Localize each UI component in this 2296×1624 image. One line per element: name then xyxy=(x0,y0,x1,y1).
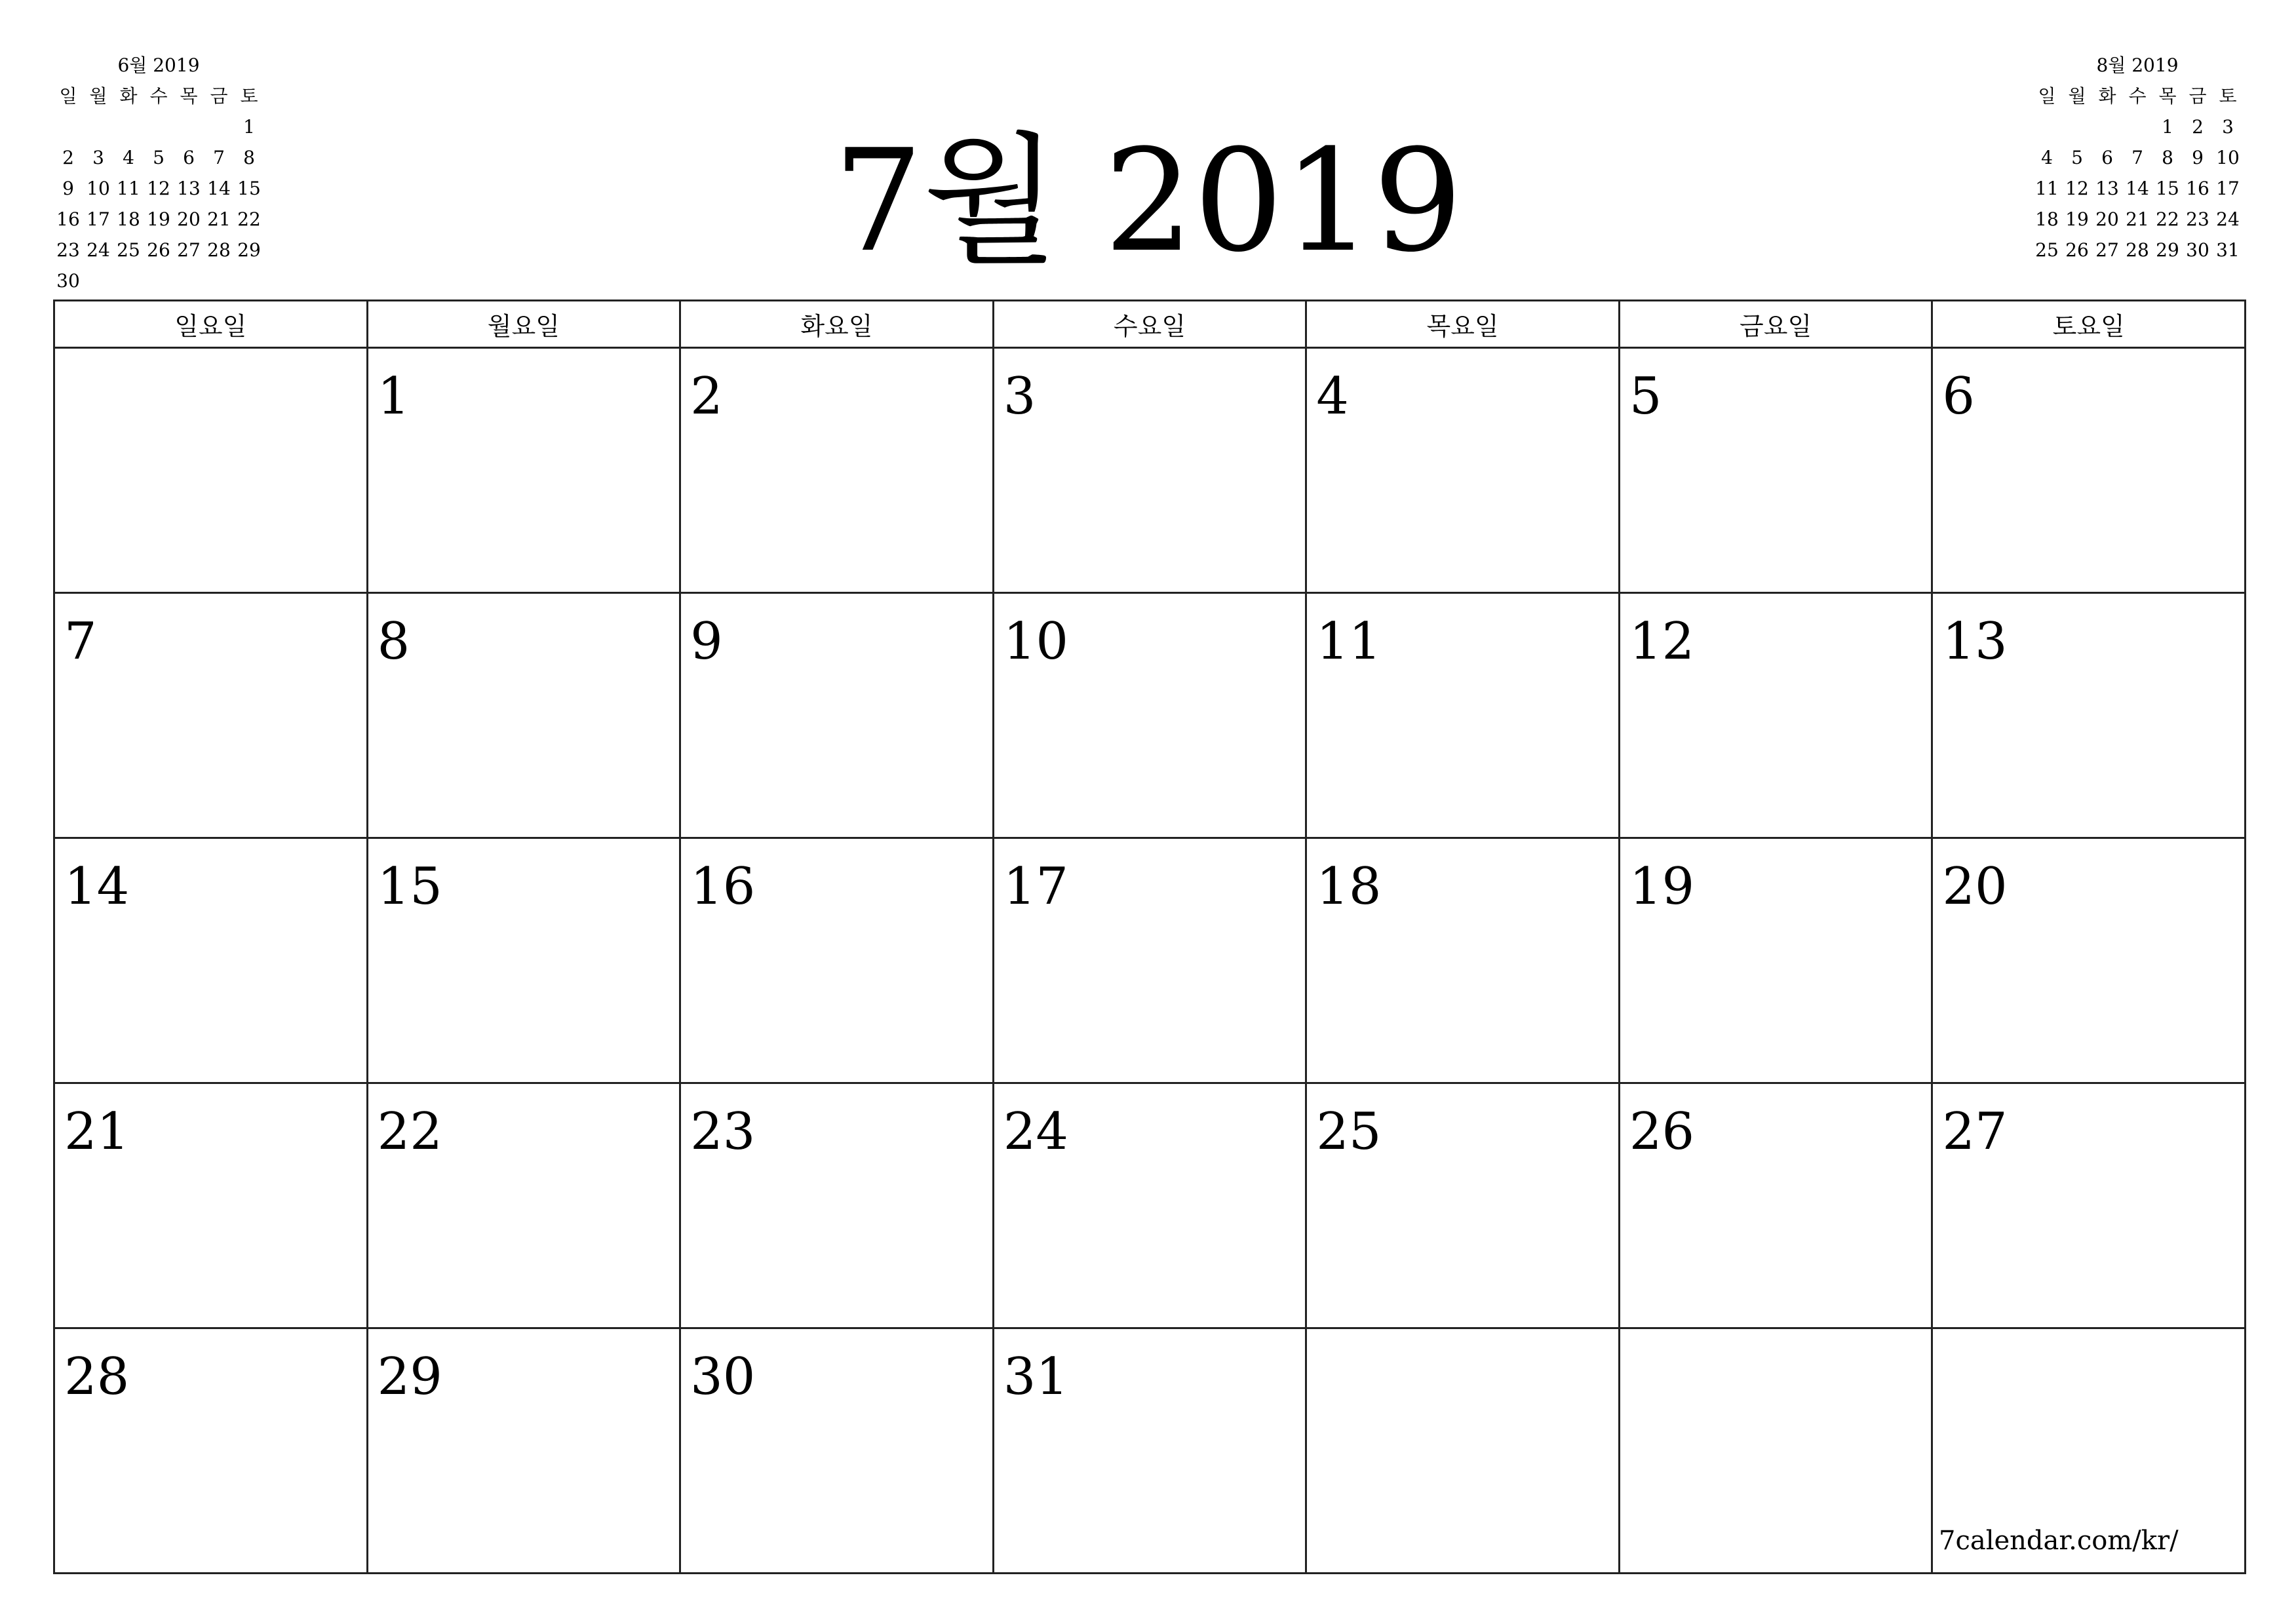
day-number: 30 xyxy=(690,1347,756,1406)
day-cell xyxy=(367,348,680,593)
mini-day: 26 xyxy=(2065,239,2089,261)
weekday-header: 월요일 xyxy=(367,301,680,348)
day-cell xyxy=(367,593,680,838)
mini-weekday: 일 xyxy=(2038,85,2056,107)
mini-day: 23 xyxy=(2186,208,2209,230)
mini-day: 23 xyxy=(56,239,80,261)
mini-weekday: 일 xyxy=(59,85,77,107)
day-number: 8 xyxy=(377,612,410,671)
day-cell xyxy=(54,348,368,593)
day-number: 18 xyxy=(1316,857,1382,916)
day-number: 15 xyxy=(377,857,442,916)
mini-day: 9 xyxy=(62,178,74,199)
mini-day xyxy=(2092,111,2122,142)
day-cell xyxy=(54,1083,368,1328)
day-cell xyxy=(680,593,994,838)
mini-day: 2 xyxy=(62,147,74,168)
day-number: 2 xyxy=(690,367,723,426)
next-month-grid xyxy=(2032,81,2243,265)
weekday-header: 금요일 xyxy=(1619,301,1932,348)
mini-day: 8 xyxy=(243,147,255,168)
mini-day: 28 xyxy=(207,239,231,261)
mini-weekday: 수 xyxy=(149,85,168,107)
mini-day: 5 xyxy=(153,147,165,168)
day-cell xyxy=(1306,838,1620,1083)
day-cell xyxy=(1932,593,2246,838)
day-number xyxy=(1933,1329,2244,1347)
mini-day: 11 xyxy=(117,178,140,199)
mini-day: 20 xyxy=(2095,208,2119,230)
next-month-mini-calendar xyxy=(2032,50,2243,265)
mini-weekday: 목 xyxy=(180,85,198,107)
mini-day: 27 xyxy=(2095,239,2119,261)
day-number xyxy=(1307,1329,1618,1347)
mini-day xyxy=(2032,111,2062,142)
mini-day: 10 xyxy=(2216,147,2240,168)
mini-day: 1 xyxy=(243,116,255,138)
mini-day: 3 xyxy=(2222,116,2234,138)
day-number: 27 xyxy=(1942,1102,2008,1161)
mini-day: 24 xyxy=(2216,208,2240,230)
day-number: 20 xyxy=(1942,857,2008,916)
mini-day: 10 xyxy=(87,178,110,199)
mini-day: 28 xyxy=(2126,239,2149,261)
mini-day: 7 xyxy=(213,147,225,168)
mini-day: 30 xyxy=(56,270,80,292)
weekday-header: 수요일 xyxy=(993,301,1306,348)
day-cell xyxy=(1619,1083,1932,1328)
day-cell xyxy=(993,1083,1306,1328)
mini-day: 17 xyxy=(2216,178,2240,199)
mini-day: 13 xyxy=(2095,178,2119,199)
day-cell xyxy=(1619,838,1932,1083)
mini-day: 22 xyxy=(237,208,261,230)
mini-day: 6 xyxy=(183,147,195,168)
mini-weekday: 월 xyxy=(89,85,107,107)
week-row xyxy=(54,1083,2246,1328)
next-month-title: 8월 2019 xyxy=(2096,54,2179,76)
mini-day: 17 xyxy=(87,208,110,230)
week-row xyxy=(54,838,2246,1083)
mini-day: 31 xyxy=(2216,239,2240,261)
day-number: 13 xyxy=(1942,612,2008,671)
mini-day: 16 xyxy=(2186,178,2209,199)
day-number: 4 xyxy=(1316,367,1349,426)
day-cell xyxy=(1306,1083,1620,1328)
mini-day: 27 xyxy=(177,239,201,261)
week-row xyxy=(54,1328,2246,1574)
day-cell xyxy=(54,593,368,838)
mini-day: 29 xyxy=(2156,239,2179,261)
mini-day: 25 xyxy=(2035,239,2059,261)
day-number: 23 xyxy=(690,1102,756,1161)
mini-day: 11 xyxy=(2035,178,2059,199)
day-cell xyxy=(993,1328,1306,1574)
mini-day: 29 xyxy=(237,239,261,261)
mini-day: 24 xyxy=(87,239,110,261)
mini-day: 14 xyxy=(2126,178,2149,199)
mini-day: 5 xyxy=(2071,147,2083,168)
day-cell xyxy=(680,348,994,593)
mini-day: 3 xyxy=(92,147,104,168)
weekday-header: 화요일 xyxy=(680,301,994,348)
day-number: 14 xyxy=(64,857,130,916)
mini-day: 6 xyxy=(2101,147,2113,168)
weekday-header-row xyxy=(54,301,2246,348)
day-number: 9 xyxy=(690,612,723,671)
week-row xyxy=(54,593,2246,838)
mini-day: 30 xyxy=(2186,239,2209,261)
day-number: 28 xyxy=(64,1347,130,1406)
day-cell xyxy=(1306,593,1620,838)
day-cell xyxy=(1932,1083,2246,1328)
day-cell xyxy=(1932,348,2246,593)
day-cell xyxy=(54,838,368,1083)
day-number: 25 xyxy=(1316,1102,1382,1161)
day-number: 26 xyxy=(1629,1102,1695,1161)
day-cell xyxy=(993,593,1306,838)
mini-day: 26 xyxy=(147,239,170,261)
day-number: 16 xyxy=(690,857,756,916)
mini-weekday: 금 xyxy=(210,85,228,107)
day-cell xyxy=(54,1328,368,1574)
day-cell xyxy=(1306,348,1620,593)
day-number: 19 xyxy=(1629,857,1695,916)
mini-day: 13 xyxy=(177,178,201,199)
day-number xyxy=(55,349,366,367)
mini-day: 19 xyxy=(2065,208,2089,230)
mini-day: 8 xyxy=(2162,147,2173,168)
day-cell xyxy=(367,1083,680,1328)
day-number: 24 xyxy=(1003,1102,1068,1161)
day-number: 5 xyxy=(1629,367,1662,426)
day-number xyxy=(1620,1329,1932,1347)
footer-url: 7calendar.com/kr/ xyxy=(1939,1526,2179,1556)
mini-day: 15 xyxy=(2156,178,2179,199)
day-number: 6 xyxy=(1942,367,1975,426)
day-cell xyxy=(680,1083,994,1328)
day-cell xyxy=(680,838,994,1083)
mini-weekday: 목 xyxy=(2158,85,2177,107)
weekday-header: 토요일 xyxy=(1932,301,2246,348)
weekday-header: 일요일 xyxy=(54,301,368,348)
mini-day: 18 xyxy=(2035,208,2059,230)
day-cell xyxy=(1619,1328,1932,1574)
mini-day xyxy=(2122,111,2152,142)
day-number: 29 xyxy=(377,1347,442,1406)
day-cell xyxy=(1619,348,1932,593)
mini-day: 21 xyxy=(207,208,231,230)
mini-day: 14 xyxy=(207,178,231,199)
month-calendar-grid xyxy=(53,300,2246,1574)
day-cell xyxy=(1306,1328,1620,1574)
day-cell xyxy=(1932,838,2246,1083)
mini-day: 19 xyxy=(147,208,170,230)
mini-day: 21 xyxy=(2126,208,2149,230)
day-cell xyxy=(367,838,680,1083)
day-number: 12 xyxy=(1629,612,1695,671)
mini-day: 18 xyxy=(117,208,140,230)
mini-day: 4 xyxy=(2041,147,2053,168)
day-cell xyxy=(993,348,1306,593)
mini-day xyxy=(2062,111,2092,142)
mini-day: 20 xyxy=(177,208,201,230)
mini-weekday: 월 xyxy=(2068,85,2086,107)
mini-day: 7 xyxy=(2131,147,2143,168)
mini-day: 9 xyxy=(2192,147,2204,168)
day-cell xyxy=(367,1328,680,1574)
day-cell xyxy=(993,838,1306,1083)
day-cell xyxy=(680,1328,994,1574)
day-cell xyxy=(1619,593,1932,838)
weekday-header: 목요일 xyxy=(1306,301,1620,348)
mini-day: 22 xyxy=(2156,208,2179,230)
mini-weekday: 금 xyxy=(2189,85,2207,107)
mini-weekday: 화 xyxy=(119,85,138,107)
day-number: 1 xyxy=(377,367,410,426)
mini-day: 16 xyxy=(56,208,80,230)
prev-month-title: 6월 2019 xyxy=(117,54,200,76)
mini-day: 12 xyxy=(147,178,170,199)
day-number: 7 xyxy=(64,612,97,671)
day-number: 3 xyxy=(1003,367,1036,426)
mini-day: 4 xyxy=(123,147,134,168)
mini-weekday: 토 xyxy=(240,85,258,107)
day-number: 11 xyxy=(1316,612,1382,671)
day-number: 22 xyxy=(377,1102,442,1161)
day-number: 17 xyxy=(1003,857,1068,916)
mini-day: 12 xyxy=(2065,178,2089,199)
mini-day: 1 xyxy=(2162,116,2173,138)
mini-weekday: 수 xyxy=(2128,85,2147,107)
day-number: 21 xyxy=(64,1102,130,1161)
mini-weekday: 화 xyxy=(2098,85,2116,107)
mini-day: 15 xyxy=(237,178,261,199)
day-number: 31 xyxy=(1003,1347,1068,1406)
mini-weekday: 토 xyxy=(2219,85,2237,107)
mini-day: 25 xyxy=(117,239,140,261)
page-title: 7월 2019 xyxy=(833,119,1463,283)
mini-day: 2 xyxy=(2192,116,2204,138)
week-row xyxy=(54,348,2246,593)
day-number: 10 xyxy=(1003,612,1068,671)
